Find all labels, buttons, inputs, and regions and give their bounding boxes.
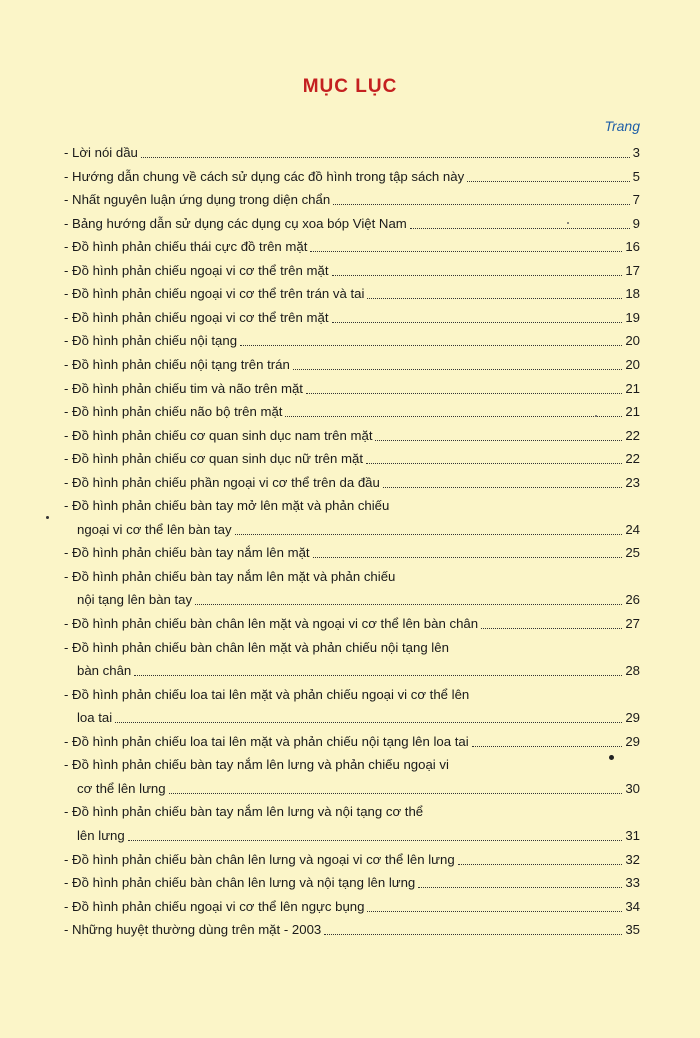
toc-entry [64, 472, 640, 492]
toc-page-number: 9 [632, 215, 640, 231]
dot-leader [169, 792, 623, 794]
dot-leader [472, 745, 623, 747]
toc-entry-text: - Những huyệt thường dùng trên mặt - 2003 [64, 922, 322, 938]
dot-leader [240, 344, 622, 346]
dot-leader [332, 321, 623, 323]
toc-page-number: 20 [625, 356, 640, 372]
speck [567, 222, 569, 224]
toc-entry-text: - Đồ hình phản chiếu cơ quan sinh dục nữ trên mặt [64, 451, 363, 467]
toc-entry [64, 213, 640, 233]
dot-leader [115, 721, 622, 723]
toc-entry-text: - Đồ hình phản chiếu cơ quan sinh dục nam trên mặt [64, 427, 373, 443]
toc-entry [64, 801, 640, 821]
toc-page-number: 21 [625, 380, 640, 396]
toc-entry [64, 166, 640, 186]
toc-entry [64, 542, 640, 562]
toc-entry [64, 448, 640, 468]
toc-entry-text: loa tai [77, 710, 113, 726]
toc-entry-text: - Đồ hình phản chiếu tim và não trên mặt [64, 380, 303, 396]
toc-page-number: 23 [625, 474, 640, 490]
toc-entry-text: - Đồ hình phản chiếu bàn tay nắm lên lưng và phản chiếu ngoại vi [64, 757, 449, 773]
dot-leader [375, 439, 622, 441]
toc-page-number: 18 [625, 286, 640, 302]
toc-entry-continuation [77, 825, 640, 845]
toc-entry-text: - Đồ hình phản chiếu ngoại vi cơ thể trên mặt [64, 309, 329, 325]
toc-entry-text: - Đồ hình phản chiếu bàn tay nắm lên mặt [64, 545, 310, 561]
toc-page-number: 16 [625, 239, 640, 255]
toc-entry-text: - Đồ hình phản chiếu bàn tay mở lên mặt và phản chiếu [64, 498, 390, 514]
toc-page-number: 19 [625, 309, 640, 325]
dot-leader [141, 156, 630, 158]
toc-entry [64, 307, 640, 327]
toc-entry-text: - Lời nói dầu [64, 145, 138, 160]
margin-dot [46, 516, 49, 519]
toc-entry [64, 236, 640, 256]
toc-page-number: 31 [625, 827, 640, 843]
dot-leader [481, 627, 622, 629]
toc-entry-continuation [77, 519, 640, 539]
dot-leader [418, 886, 622, 888]
page-title: MỤC LỤC [302, 76, 398, 97]
toc-page-number: 20 [625, 333, 640, 349]
toc-entry [64, 684, 640, 704]
toc-entry [64, 354, 640, 374]
dot-leader [195, 603, 622, 605]
toc-entry [64, 378, 640, 398]
toc-entry-text: - Đồ hình phản chiếu ngoại vi cơ thể trên mặt [64, 262, 329, 278]
toc-page-number: 7 [632, 192, 640, 208]
toc-entry [64, 896, 640, 916]
toc-entry-text: - Đồ hình phản chiếu nội tạng trên trán [64, 356, 290, 372]
toc-page-number: 22 [625, 451, 640, 467]
dot-leader [324, 933, 622, 935]
toc-entry [64, 919, 640, 939]
page-column-label: Trang [604, 118, 640, 134]
toc-page-number: 3 [632, 145, 640, 160]
dot-leader [293, 368, 623, 370]
toc-page-number: 28 [625, 663, 640, 679]
toc-entry [64, 566, 640, 586]
toc-entry [64, 425, 640, 445]
toc-entry-text: ngoại vi cơ thể lên bàn tay [77, 521, 232, 537]
speck [595, 415, 597, 417]
toc-entry-continuation [77, 589, 640, 609]
toc-entry-text: lên lưng [77, 827, 125, 843]
dot-leader [410, 227, 630, 229]
toc-entry [64, 637, 640, 657]
dot-leader [134, 674, 622, 676]
toc-page-number: 22 [625, 427, 640, 443]
toc-entry-text: - Đồ hình phản chiếu thái cực đồ trên mặt [64, 239, 308, 255]
toc-entry-text: - Đồ hình phản chiếu bàn chân lên lưng và nội tạng lên lưng [64, 875, 416, 891]
toc-page-number: 27 [625, 616, 640, 631]
toc-page-number: 32 [625, 851, 640, 867]
dot-leader [458, 863, 623, 865]
toc-page-number: 30 [625, 780, 640, 796]
toc-entry-text: - Đồ hình phản chiếu bàn chân lên lưng và ngoại vi cơ thể lên lưng [64, 851, 455, 867]
toc-entry-text: - Đồ hình phản chiếu bàn tay nắm lên mặt và phản chiếu [64, 568, 396, 584]
toc-page-number: 33 [625, 875, 640, 891]
toc-page-number: 35 [625, 922, 640, 938]
toc-page-number: 21 [625, 404, 640, 420]
dot-leader [383, 486, 622, 488]
toc-entry [64, 754, 640, 774]
dot-leader [366, 462, 622, 464]
dot-leader [367, 297, 622, 299]
dot-leader [333, 203, 629, 205]
toc-page-number: 24 [625, 521, 640, 537]
toc-entry-text: - Đồ hình phản chiếu bàn tay nắm lên lưng và nội tạng cơ thể [64, 804, 424, 820]
toc-entry [64, 330, 640, 350]
toc-page-number: 5 [632, 168, 640, 184]
dot-leader [235, 533, 623, 535]
toc-page-number: 25 [625, 545, 640, 561]
toc-entry [64, 283, 640, 303]
dot-leader [367, 910, 622, 912]
dot-leader [467, 180, 629, 182]
toc-entry-text: cơ thể lên lưng [77, 780, 166, 796]
toc-page-number: 29 [625, 733, 640, 749]
toc-entry-text: - Đồ hình phản chiếu phần ngoại vi cơ thể trên da đầu [64, 474, 380, 490]
toc-entry-text: - Đồ hình phản chiếu nội tạng [64, 333, 238, 349]
toc-entry-text: nội tạng lên bàn tay [77, 592, 193, 608]
toc-entry-text: - Đồ hình phản chiếu bàn chân lên mặt và ngoại vi cơ thể lên bàn chân [64, 616, 479, 631]
ink-dot [609, 755, 614, 760]
dot-leader [313, 556, 623, 558]
toc-page-number: 34 [625, 898, 640, 914]
dot-leader [128, 839, 623, 841]
toc-entry-text: - Bảng hướng dẫn sử dụng các dụng cụ xoa bóp Việt Nam [64, 215, 407, 231]
dot-leader [285, 415, 622, 417]
toc-entry-text: - Đồ hình phản chiếu não bộ trên mặt [64, 404, 283, 420]
toc-entry-text: - Đồ hình phản chiếu ngoại vi cơ thể trên trán và tai [64, 286, 365, 302]
toc-page-number: 29 [625, 710, 640, 726]
toc-entry-text: - Nhất nguyên luận ứng dụng trong diện chẩn [64, 192, 331, 208]
toc-page-number: 26 [625, 592, 640, 608]
dot-leader [306, 392, 622, 394]
dot-leader [332, 274, 623, 276]
toc-entry-text: - Hướng dẫn chung về cách sử dụng các đồ hình trong tập sách này [64, 168, 465, 184]
toc-entry [64, 849, 640, 869]
toc-entry-text: - Đồ hình phản chiếu loa tai lên mặt và phản chiếu nội tạng lên loa tai [64, 733, 469, 749]
toc-entry-text: - Đồ hình phản chiếu loa tai lên mặt và phản chiếu ngoại vi cơ thể lên [64, 686, 470, 702]
toc-entry [64, 613, 640, 633]
toc-entry-text: - Đồ hình phản chiếu ngoại vi cơ thể lên ngực bụng [64, 898, 365, 914]
toc-entry-text: bàn chân [77, 663, 132, 679]
toc-entry-continuation [77, 707, 640, 727]
toc-entry [64, 401, 640, 421]
dot-leader [310, 250, 622, 252]
toc-page-number: 17 [625, 262, 640, 278]
toc-entry-text: - Đồ hình phản chiếu bàn chân lên mặt và phản chiếu nội tạng lên [64, 639, 449, 655]
toc-entry [64, 872, 640, 892]
toc-entry-continuation [77, 660, 640, 680]
toc-entry [64, 495, 640, 515]
toc-entry [64, 260, 640, 280]
toc-entry [64, 142, 640, 162]
toc-entry [64, 731, 640, 751]
toc-entry-continuation [77, 778, 640, 798]
toc-entry [64, 189, 640, 209]
